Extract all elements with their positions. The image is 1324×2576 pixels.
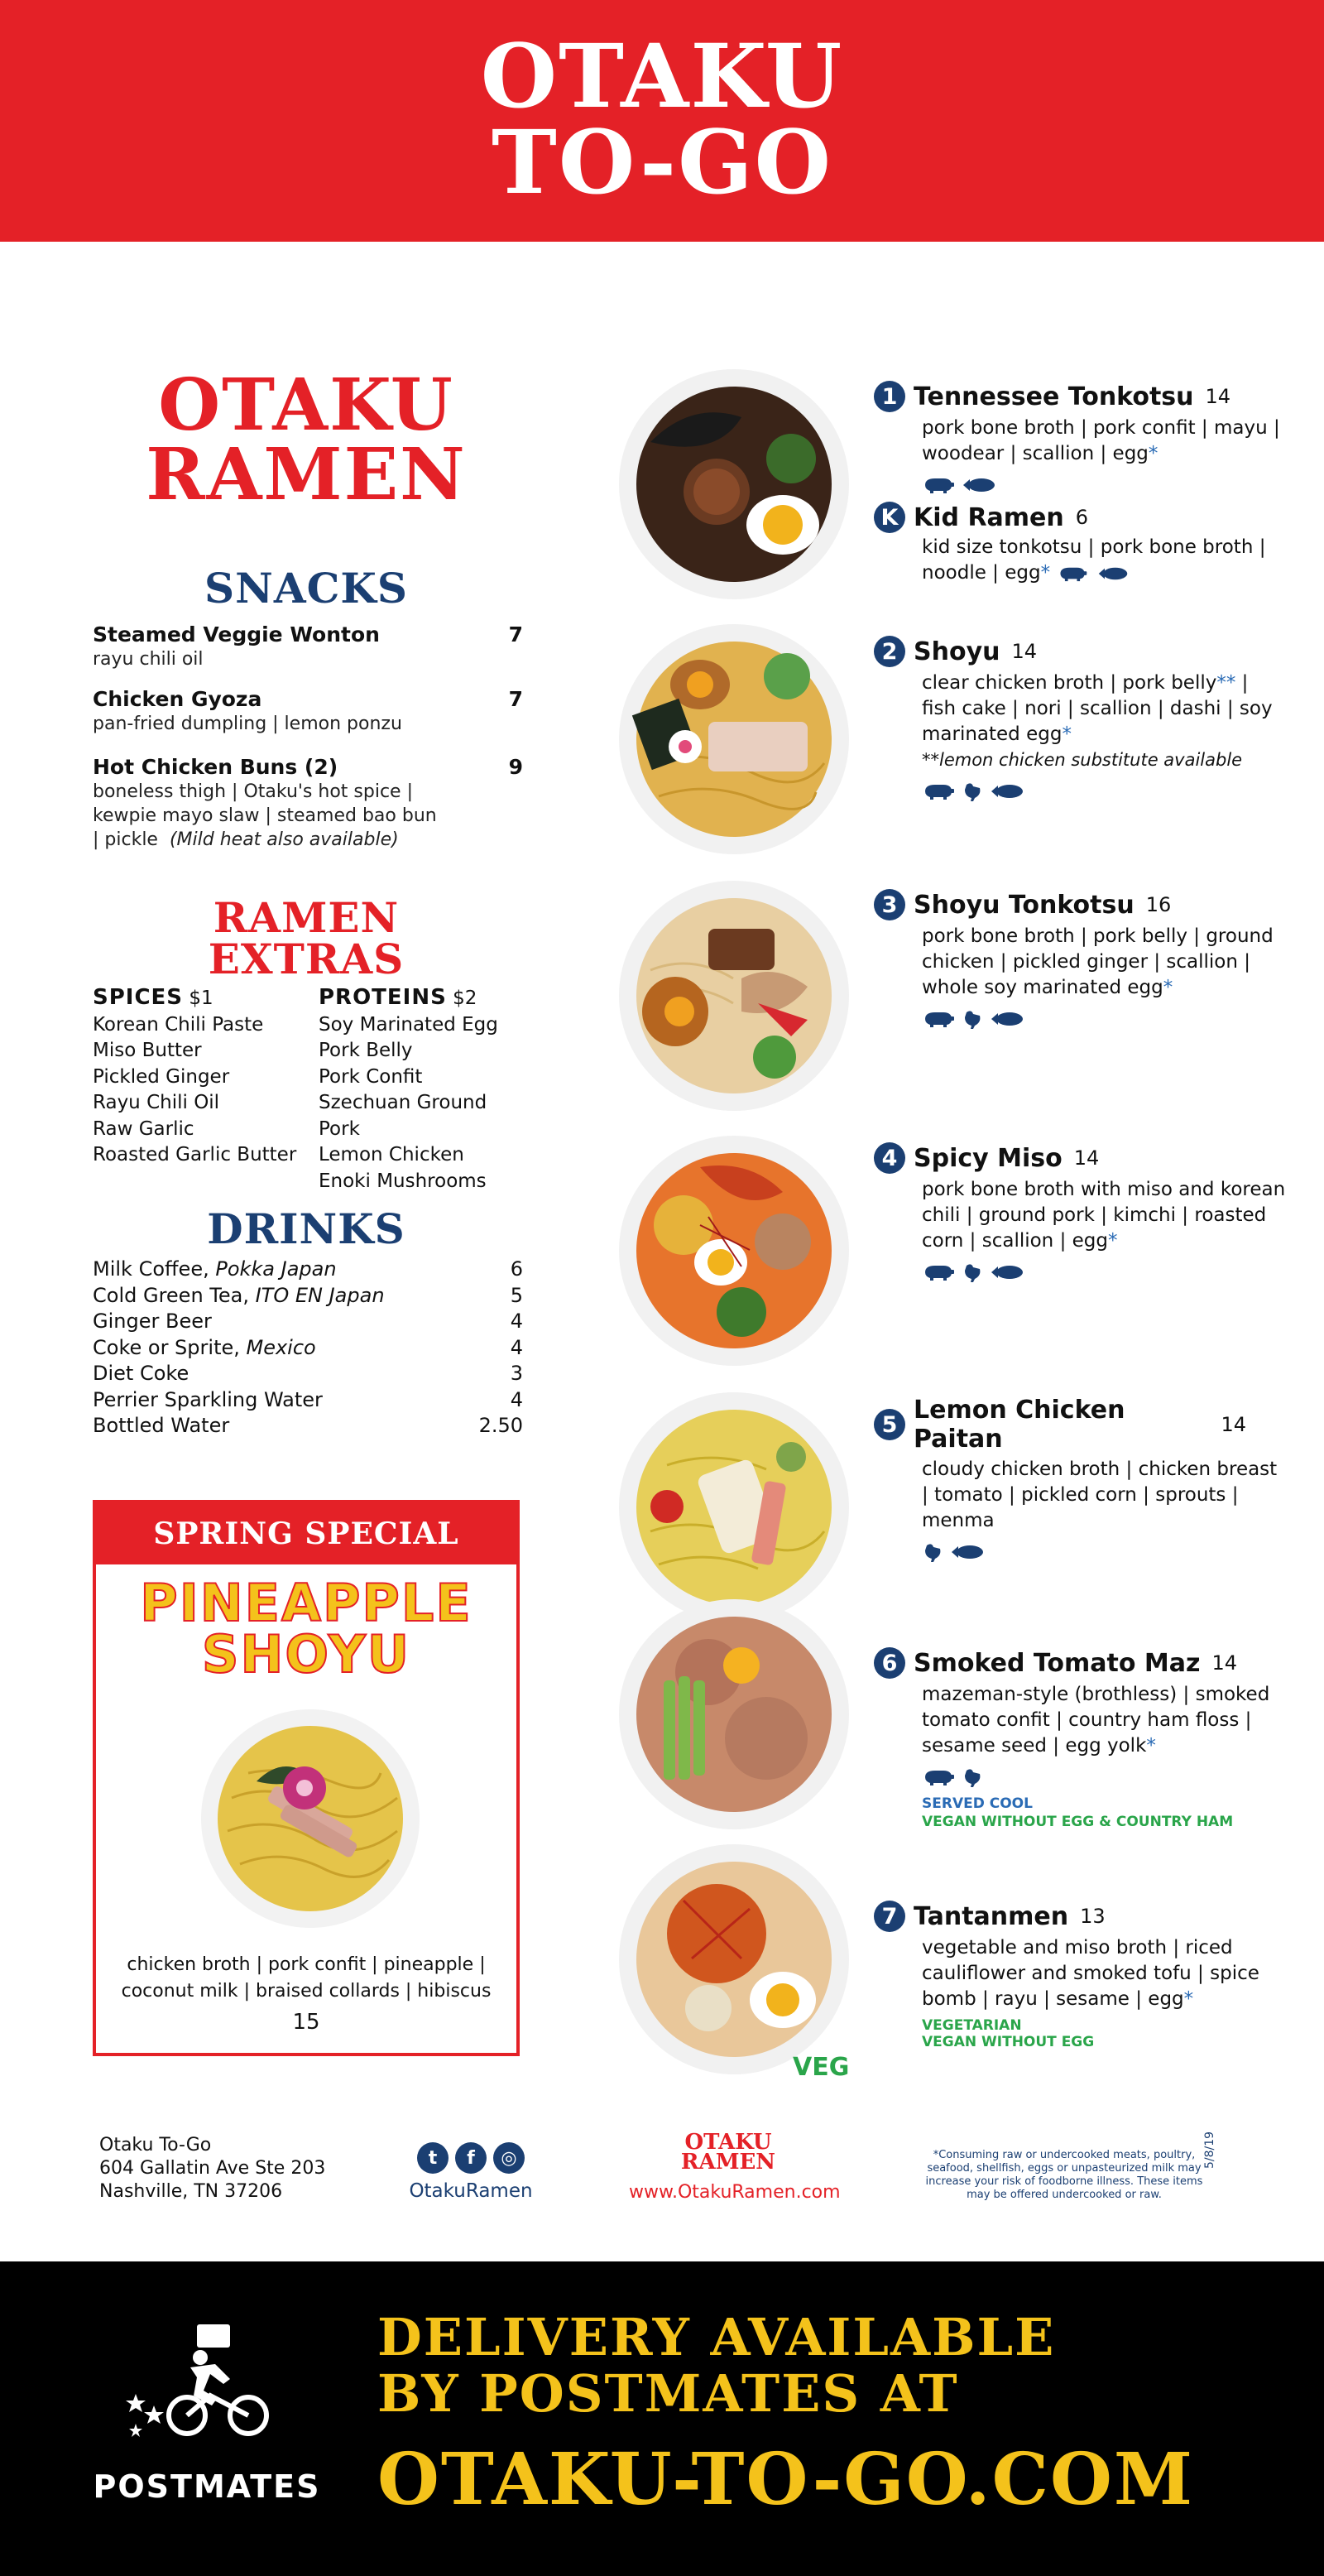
item-desc: pork bone broth | pork confit | mayu | woodear | scallion | egg [922,417,1280,464]
drink-name: Milk Coffee, [93,1257,216,1281]
drink-origin: Pokka Japan [215,1257,337,1281]
veg-label: VEG [793,2053,850,2082]
item-price: 14 [1211,1651,1237,1675]
facebook-icon[interactable]: f [455,2142,487,2174]
shoyu-bowl-image [617,622,851,856]
item-note: **lemon chicken substitute available [922,750,1243,770]
item-badge: 3 [874,889,905,920]
drink-price: 6 [510,1257,523,1281]
item-asterisk: * [1040,562,1051,584]
item-badge: 6 [874,1647,905,1679]
city-address: Nashville, TN 37206 [99,2181,283,2202]
extras-title-line-2: EXTRAS [208,935,405,983]
social-block [409,2142,533,2202]
delivery-line-2: BY POSTMATES AT [377,2363,959,2424]
item-asterisk: * [1062,723,1072,745]
drink-name: Perrier Sparkling Water [93,1387,323,1411]
snack-name: Steamed Veggie Wonton [93,622,380,646]
special-price: 15 [292,2010,320,2035]
snack-desc: boneless thigh | Otaku's hot spice | kewpie mayo slaw | steamed bao bun | pickle [93,781,437,850]
chicken-icon [962,1009,983,1029]
pig-icon [922,1010,955,1028]
spices-list [93,985,308,1169]
protein-item: Enoki Mushrooms [319,1170,487,1192]
drink-row [93,1283,523,1310]
special-name [96,1573,516,1684]
drink-name: Bottled Water [93,1414,230,1437]
item-name: Spicy Miso [914,1143,1063,1173]
ramen-logo-line-2: RAMEN [146,433,467,517]
item-icons [874,1542,1246,1562]
menu-item [874,502,1266,586]
drink-price: 5 [510,1283,523,1307]
drink-row [93,1387,523,1414]
street-address: 604 Gallatin Ave Ste 203 [99,2158,326,2179]
snack-name: Hot Chicken Buns (2) [93,755,338,779]
item-badge: 7 [874,1901,905,1932]
menu-item [874,1901,1259,2050]
item-asterisk: ** [1216,672,1236,694]
chicken-icon [922,1542,943,1562]
tonkotsu-bowl-image [617,368,851,601]
business-name: Otaku To-Go [99,2135,212,2155]
special-name-line-1: PINEAPPLE [140,1573,473,1633]
drinks-list [93,1257,523,1439]
item-icons [874,781,1246,801]
item-desc: kid size tonkotsu | pork bone broth | noodle | egg [922,536,1266,584]
delivery-headline [377,2309,1055,2422]
extras-title-line-1: RAMEN [213,893,400,942]
item-price: 6 [1075,506,1089,529]
social-handle: OtakuRamen [409,2180,533,2202]
pineapple-shoyu-bowl-image [199,1707,422,1930]
item-badge: 4 [874,1142,905,1174]
protein-item: Szechuan Ground Pork [319,1092,487,1140]
snack-price: 7 [508,622,523,646]
spice-item: Miso Butter [93,1040,202,1061]
lemon-chicken-paitan-bowl-image [617,1391,851,1624]
brand-line-2: TO-GO [492,110,832,214]
fish-icon [990,782,1024,800]
spice-item: Pickled Ginger [93,1065,230,1088]
special-desc: chicken broth | pork confit | pineapple | coconut milk | braised collards | hibiscus [121,1954,492,2002]
twitter-icon[interactable]: t [417,2142,449,2174]
brand-line-1: OTAKU [480,24,844,127]
protein-item: Pork Belly [319,1040,413,1061]
drink-price: 4 [510,1335,523,1359]
drink-row [93,1413,523,1439]
spice-item: Rayu Chili Oil [93,1092,220,1113]
drink-row [93,1309,523,1335]
snack-item [93,755,523,852]
drink-name: Diet Coke [93,1362,189,1385]
drink-origin: Mexico [246,1335,316,1359]
item-name: Shoyu [914,637,1000,666]
drink-price: 3 [510,1362,523,1385]
item-asterisk: * [1183,1988,1194,2010]
drink-row [93,1257,523,1283]
pig-icon [922,782,955,800]
brand-title [0,24,1324,214]
pig-icon [922,1263,955,1281]
fish-icon [962,476,996,494]
spring-special-banner: SPRING SPECIAL [96,1503,516,1564]
snack-note: (Mild heat also available) [169,829,399,850]
drink-row [93,1361,523,1387]
food-safety-disclaimer: *Consuming raw or undercooked meats, poultry, seafood, shellfish, eggs or unpasteurized milk may increase your risk of foodborne illness. These items may be offered undercooked or raw. [925,2149,1203,2201]
drink-price: 4 [510,1310,523,1333]
item-icons [874,1767,1246,1787]
item-desc: mazeman-style (brothless) | smoked tomato confit | country ham floss | sesame seed | egg yolk [922,1684,1270,1757]
spices-price: $1 [189,988,213,1009]
menu-item [874,381,1280,495]
menu-item [874,636,1273,801]
delivery-domain-link[interactable]: OTAKU-TO-GO.COM [377,2438,1195,2521]
item-note-vegan: VEGAN WITHOUT EGG & COUNTRY HAM [922,1814,1234,1830]
special-name-line-2: SHOYU [201,1624,411,1684]
item-note-served-cool: SERVED COOL [922,1795,1033,1812]
fish-icon [990,1010,1024,1028]
snack-item [93,622,523,671]
item-desc: pork bone broth with miso and korean chili | ground pork | kimchi | roasted corn | scallion | egg [922,1179,1286,1252]
instagram-icon[interactable]: ◎ [493,2142,525,2174]
proteins-heading: PROTEINS [319,985,447,1010]
item-asterisk: * [1163,977,1173,998]
item-price: 14 [1011,640,1038,663]
snack-desc: pan-fried dumpling | lemon ponzu [93,714,402,734]
item-asterisk: * [1148,443,1158,464]
spring-special-box [93,1500,520,2056]
postmates-courier-icon [124,2323,281,2439]
snack-name: Chicken Gyoza [93,687,262,711]
protein-item: Pork Confit [319,1065,423,1088]
snack-price: 9 [508,755,523,779]
item-name: Tennessee Tonkotsu [914,382,1194,411]
footer-logo-line-1: OTAKU [684,2130,772,2155]
drink-price: 4 [510,1387,523,1411]
footer-logo-line-2: RAMEN [680,2150,776,2175]
fish-icon [950,1543,985,1561]
pig-icon [922,476,955,494]
item-badge: K [874,502,905,533]
ramen-logo [91,363,521,517]
item-note-vegan: VEGAN WITHOUT EGG [922,2034,1095,2050]
item-name: Smoked Tomato Maz [914,1648,1201,1678]
proteins-price: $2 [453,988,477,1009]
address-block [99,2134,325,2204]
drink-name: Cold Green Tea, [93,1283,256,1307]
ramen-logo-line-1: OTAKU [158,363,454,447]
drinks-title: DRINKS [207,1204,405,1253]
spice-item: Roasted Garlic Butter [93,1144,297,1165]
snacks-title: SNACKS [204,564,408,613]
spice-item: Raw Garlic [93,1117,194,1140]
item-asterisk: * [1107,1230,1118,1252]
menu-item [874,1396,1278,1562]
snack-price: 7 [508,687,523,711]
smoked-tomato-maz-bowl-image [617,1598,851,1831]
spicy-miso-bowl-image [617,1134,851,1367]
spices-heading: SPICES [93,985,184,1010]
item-desc: clear chicken broth | pork belly [922,672,1217,694]
item-name: Lemon Chicken Paitan [914,1396,1125,1454]
extras-title [91,893,521,983]
pig-icon [1056,565,1089,582]
item-desc: cloudy chicken broth | chicken breast | tomato | pickled corn | sprouts | menma [922,1459,1278,1531]
snack-item [93,687,523,736]
item-name: Shoyu Tonkotsu [914,890,1135,920]
menu-item [874,1142,1286,1282]
item-desc: vegetable and miso broth | riced cauliflower and smoked tofu | spice bomb | rayu | sesame | egg [922,1937,1259,2010]
snack-desc: rayu chili oil [93,649,204,670]
item-price: 13 [1080,1905,1106,1928]
item-asterisk: * [1146,1735,1156,1757]
item-price: 16 [1145,893,1172,916]
postmates-label: POSTMATES [93,2468,321,2505]
chicken-icon [962,1262,983,1282]
item-icons [874,1262,1246,1282]
website-link[interactable]: www.OtakuRamen.com [629,2182,841,2203]
spice-item: Korean Chili Paste [93,1013,264,1036]
proteins-list [319,985,534,1194]
protein-item: Soy Marinated Egg [319,1013,498,1036]
item-name: Tantanmen [914,1901,1069,1931]
item-name: Kid Ramen [914,502,1064,532]
item-badge: 5 [874,1409,905,1440]
menu-item [874,889,1274,1029]
protein-item: Lemon Chicken [319,1144,464,1165]
item-price: 14 [1221,1413,1246,1436]
item-icons [874,475,1246,495]
chicken-icon [962,781,983,801]
drink-row [93,1335,523,1362]
drink-name: Coke or Sprite, [93,1335,247,1359]
drink-origin: ITO EN Japan [255,1283,385,1307]
fish-icon [990,1263,1024,1281]
shoyu-tonkotsu-bowl-image [617,879,851,1113]
drink-name: Ginger Beer [93,1310,212,1333]
date-code: 5/8/19 [1203,2131,1216,2169]
delivery-line-1: DELIVERY AVAILABLE [377,2307,1056,2367]
item-price: 14 [1205,385,1231,408]
item-badge: 2 [874,636,905,667]
item-price: 14 [1073,1146,1100,1170]
item-note-vegetarian: VEGETARIAN [922,2017,1022,2034]
item-desc: pork bone broth | pork belly | ground chicken | pickled ginger | scallion | whole soy marinated egg [922,925,1274,998]
footer-ramen-logo [629,2130,828,2175]
drink-price: 2.50 [478,1414,523,1437]
item-badge: 1 [874,381,905,412]
item-icons [874,1009,1246,1029]
item-desc-cont: | fish cake | nori | scallion | dashi | soy marinated egg [922,672,1273,745]
tantanmen-bowl-image [617,1843,851,2076]
chicken-icon [962,1767,983,1787]
menu-item [874,1647,1270,1830]
fish-icon [1096,565,1130,582]
pig-icon [922,1768,955,1786]
